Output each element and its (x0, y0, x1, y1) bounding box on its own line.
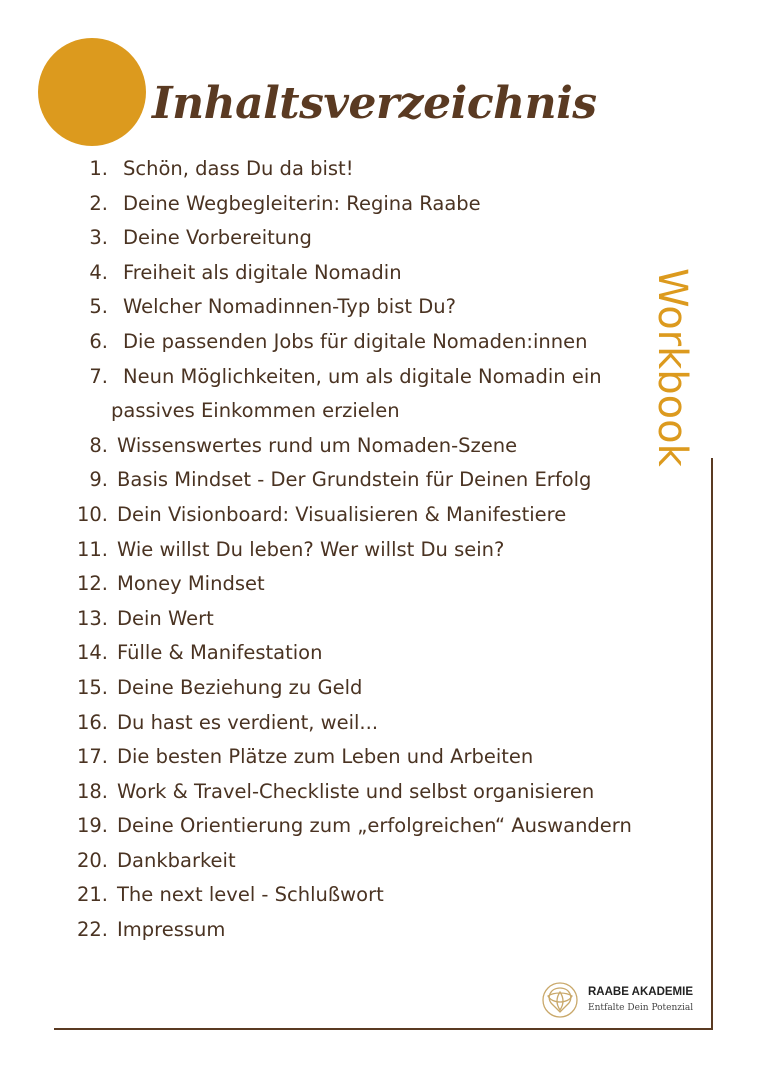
toc-item (0, 533, 690, 568)
toc-label: Money Mindset (117, 572, 265, 596)
toc-item (0, 809, 690, 844)
toc-item (0, 671, 690, 706)
toc-label-continued: passives Einkommen erzielen (111, 399, 400, 423)
toc-number: 9. (89, 468, 108, 492)
toc-item (0, 567, 690, 602)
toc-item (0, 463, 690, 498)
toc-item (0, 706, 690, 741)
toc-label: Welcher Nomadinnen-Typ bist Du? (123, 295, 456, 319)
toc-item (0, 844, 690, 879)
toc-item (0, 221, 690, 256)
brand-logo (538, 980, 708, 1022)
table-of-contents (0, 152, 695, 948)
toc-item (0, 187, 690, 222)
toc-label: Wissenswertes rund um Nomaden-Szene (117, 433, 518, 457)
toc-number: 14. (76, 641, 108, 665)
toc-number: 13. (76, 606, 108, 630)
brand-tagline: Entfalte Dein Potenzial (588, 1003, 694, 1013)
toc-label: Dankbarkeit (117, 848, 236, 872)
toc-number: 22. (76, 918, 108, 942)
toc-label: The next level - Schlußwort (117, 883, 384, 907)
toc-item (0, 429, 690, 464)
toc-item (0, 498, 690, 533)
workbook-side-label: Workbook (649, 268, 695, 467)
toc-label: Basis Mindset - Der Grundstein für Deinen Erfolg (117, 468, 592, 492)
brand-name: RAABE AKADEMIE (588, 986, 693, 998)
toc-label: Dein Wert (117, 606, 214, 630)
toc-number: 8. (89, 433, 108, 457)
toc-label: Deine Vorbereitung (123, 226, 312, 250)
toc-number: 7. (89, 364, 108, 388)
toc-label: Du hast es verdient, weil... (117, 710, 379, 734)
accent-circle (38, 38, 146, 146)
toc-label: Impressum (117, 918, 226, 942)
toc-number: 10. (76, 502, 108, 526)
toc-number: 5. (89, 295, 108, 319)
toc-label: Deine Wegbegleiterin: Regina Raabe (123, 191, 481, 215)
toc-label: Schön, dass Du da bist! (123, 157, 354, 180)
toc-number: 12. (76, 572, 108, 596)
toc-number: 17. (76, 745, 108, 769)
toc-number: 3. (89, 226, 108, 250)
toc-item (0, 325, 690, 360)
toc-number: 15. (76, 675, 108, 699)
toc-number: 6. (89, 329, 108, 353)
toc-number: 4. (89, 260, 108, 284)
toc-item (0, 256, 690, 291)
toc-label: Freiheit als digitale Nomadin (123, 260, 402, 284)
toc-number: 16. (76, 710, 108, 734)
toc-label: Die besten Plätze zum Leben und Arbeiten (117, 745, 534, 769)
toc-label: Wie willst Du leben? Wer willst Du sein? (117, 537, 505, 561)
toc-item (0, 740, 690, 775)
toc-number: 18. (76, 779, 108, 803)
toc-label: Fülle & Manifestation (117, 641, 323, 665)
toc-label: Neun Möglichkeiten, um als digitale Nomadin ein (123, 364, 602, 388)
toc-label: Deine Beziehung zu Geld (117, 675, 363, 699)
toc-number: 1. (89, 157, 108, 180)
toc-number: 11. (76, 537, 108, 561)
page-title: Inhaltsverzeichnis (152, 78, 597, 129)
toc-item (0, 290, 690, 325)
toc-number: 20. (76, 848, 108, 872)
toc-label: Dein Visionboard: Visualisieren & Manifestiere (117, 502, 567, 526)
toc-item (0, 913, 690, 948)
toc-item (0, 602, 690, 637)
toc-item (0, 636, 690, 671)
toc-label: Die passenden Jobs für digitale Nomaden:innen (123, 329, 588, 353)
toc-item (0, 878, 690, 913)
vertical-rule (711, 458, 713, 1030)
horizontal-rule (54, 1028, 713, 1030)
toc-item (0, 152, 690, 187)
toc-item (0, 775, 690, 810)
toc-number: 2. (89, 191, 108, 215)
knot-emblem-icon (538, 980, 582, 1020)
toc-number: 19. (76, 814, 108, 838)
toc-label: Work & Travel-Checkliste und selbst organisieren (117, 779, 595, 803)
toc-label: Deine Orientierung zum „erfolgreichen“ Auswandern (117, 814, 632, 838)
toc-number: 21. (76, 883, 108, 907)
toc-item (0, 360, 690, 429)
